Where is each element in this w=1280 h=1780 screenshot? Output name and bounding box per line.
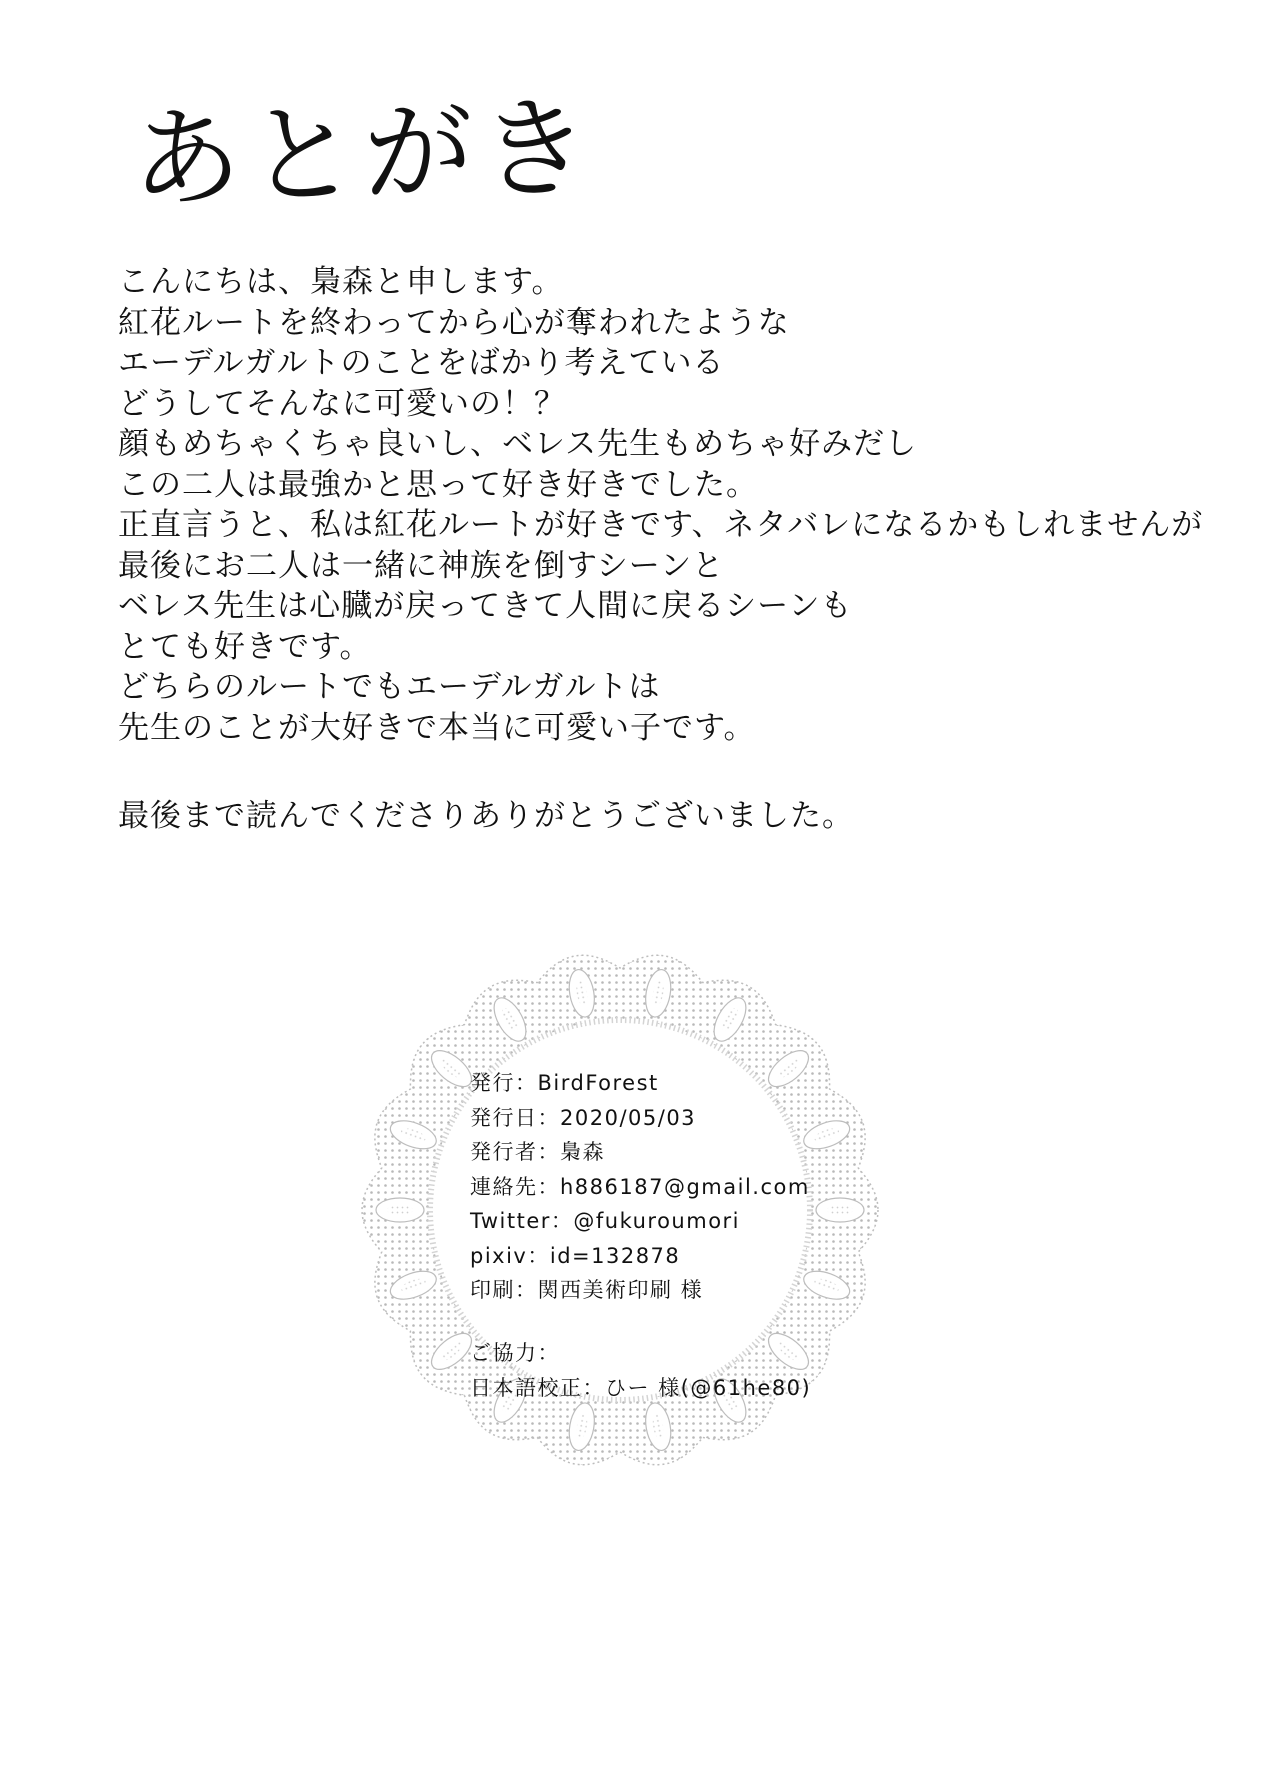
afterword-line: 紅花ルートを終わってから心が奪われたような xyxy=(118,304,790,341)
afterword-line: どちらのルートでもエーデルガルトは xyxy=(118,669,661,705)
colophon-printer: 印刷：関西美術印刷 様 xyxy=(470,1278,704,1302)
colophon-pixiv: pixiv：id=132878 xyxy=(470,1243,681,1268)
afterword-line: 最後にお二人は一緒に神族を倒すシーンと xyxy=(118,547,725,584)
afterword-line: 顔もめちゃくちゃ良いし、ベレス先生もめちゃ好みだし xyxy=(118,426,918,462)
closing-line: 最後まで読んでくださりありがとうございました。 xyxy=(118,798,854,834)
credits xyxy=(470,1336,811,1406)
afterword-line: とても好きです。 xyxy=(118,628,372,665)
credits-heading: ご協力： xyxy=(470,1341,560,1365)
colophon-date: 発行日：2020/05/03 xyxy=(470,1105,697,1130)
doily-petal-vein xyxy=(387,1205,413,1215)
colophon-author: 発行者：梟森 xyxy=(470,1140,605,1164)
afterword-line: こんにちは、梟森と申します。 xyxy=(118,264,564,300)
afterword-line: この二人は最強かと思って好き好きでした。 xyxy=(118,466,758,503)
doily-petal-vein xyxy=(827,1205,853,1215)
colophon-contact: 連絡先：h886187@gmail.com xyxy=(470,1174,810,1199)
afterword-line: どうしてそんなに可愛いの！？ xyxy=(118,385,566,422)
afterword-body xyxy=(118,262,1204,748)
afterword-line: 先生のことが大好きで本当に可愛い子です。 xyxy=(118,709,756,746)
afterword-line: ベレス先生は心臓が戻ってきて人間に戻るシーンも xyxy=(118,588,853,624)
colophon xyxy=(470,1066,810,1308)
credits-proofreading: 日本語校正：ひー 様(@61he80) xyxy=(470,1376,812,1400)
colophon-twitter: Twitter：@fukuroumori xyxy=(470,1209,741,1233)
colophon-publisher: 発行：BirdForest xyxy=(470,1071,659,1095)
page-title: あとがき xyxy=(129,83,597,224)
afterword-line: 正直言うと、私は紅花ルートが好きです、ネタバレになるかもしれませんが xyxy=(118,507,1204,543)
afterword-line: エーデルガルトのことをばかり考えている xyxy=(118,345,725,381)
